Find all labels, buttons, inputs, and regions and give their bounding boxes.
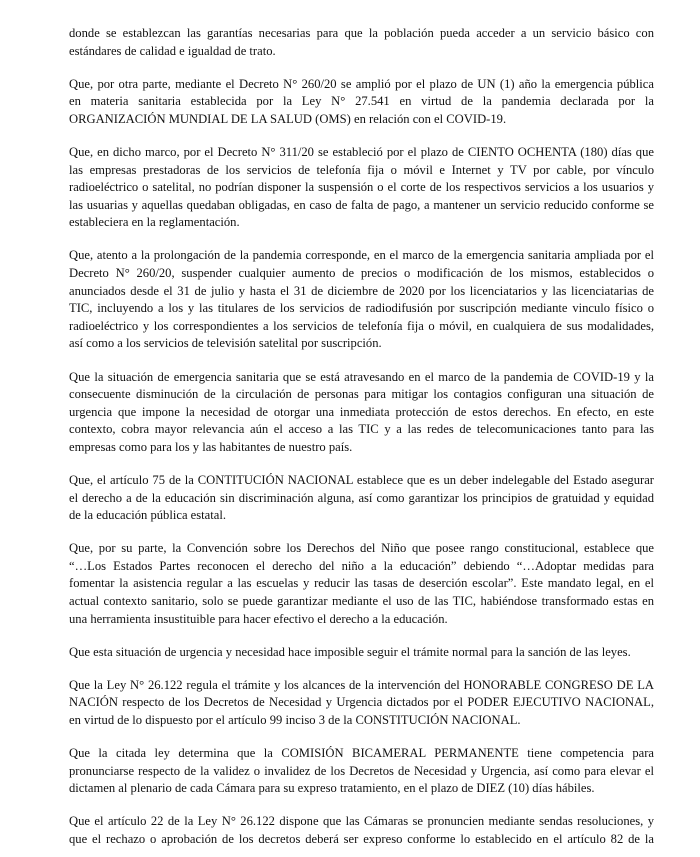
text-line: actual contexto sanitario, solo se puede garantizar mediante el uso de las TIC, habiéndose transformado estas en [69, 594, 654, 609]
text-line: NACIÓN respecto de los Decretos de Necesidad y Urgencia dictados por el PODER EJECUTIVO NACIONAL, [69, 695, 654, 710]
paragraph [69, 677, 654, 730]
text-line: las usuarias y aquellas quedaban obligadas, en caso de falta de pago, a mantener un servicio reducido conforme se [69, 197, 654, 212]
text-line: radioeléctrico o satelital, no podrían disponer la suspensión o el corte de los respectivos servicios a los usuarios y [69, 180, 654, 195]
text-line: consecuente disminución de la circulación de personas para mitigar los contagios configuran una situación de [69, 387, 654, 402]
text-line: Que, por su parte, la Convención sobre los Derechos del Niño que posee rango constitucional, establece que [69, 541, 654, 556]
paragraph [69, 745, 654, 798]
paragraph [69, 813, 654, 848]
text-line: ORGANIZACIÓN MUNDIAL DE LA SALUD (OMS) en relación con el COVID-19. [69, 111, 507, 126]
paragraph [69, 644, 654, 662]
text-line: las empresas prestadoras de los servicios de telefonía fija o móvil e Internet y TV por cable, por vínculo [69, 162, 654, 177]
text-line: una herramienta insustituible para hacer efectivo el derecho a la educación. [69, 611, 448, 626]
text-line: Que el artículo 22 de la Ley N° 26.122 dispone que las Cámaras se pronuncien mediante sendas resoluciones, y [69, 814, 654, 829]
text-line: empresas como para los y las habitantes de nuestro país. [69, 439, 353, 454]
text-line: Que, en dicho marco, por el Decreto N° 311/20 se estableció por el plazo de CIENTO OCHENTA (180) días que [69, 144, 654, 159]
text-line: así como a los servicios de televisión satelital por suscripción. [69, 336, 382, 351]
paragraph [69, 540, 654, 628]
text-line: contexto, cobra mayor relevancia aún el acceso a las TIC y a las redes de telecomunicaciones tanto para las [69, 422, 654, 437]
paragraph [69, 369, 654, 457]
text-line: de la educación pública estatal. [69, 508, 226, 523]
text-line: Que la citada ley determina que la COMISIÓN BICAMERAL PERMANENTE tiene competencia para [69, 746, 654, 761]
paragraph [69, 144, 654, 232]
text-line: radioeléctrico y los correspondientes a los servicios de telefonía fija o móvil, en cualquiera de sus modalidades, [69, 318, 654, 333]
text-line: en virtud de lo dispuesto por el artículo 99 inciso 3 de la CONSTITUCIÓN NACIONAL. [69, 713, 521, 727]
paragraph [69, 25, 654, 60]
text-line: el derecho a de la educación sin discriminación alguna, así como garantizar los principios de gratuidad y equidad [69, 490, 654, 505]
text-line: Que, el artículo 75 de la CONTITUCIÓN NACIONAL establece que es un deber indelegable del Estado asegurar [69, 472, 654, 487]
text-line: anunciados desde el 31 de julio y hasta el 31 de diciembre de 2020 por los licenciatarios y las licenciatarias de [69, 283, 654, 298]
text-line: donde se establezcan las garantías necesarias para que la población pueda acceder a un servicio básico con [69, 26, 654, 40]
text-line: Que esta situación de urgencia y necesidad hace imposible seguir el trámite normal para la sanción de las leyes. [69, 644, 631, 659]
text-line: “…Los Estados Partes reconocen el derecho del niño a la educación” debiendo “…Adoptar medidas para [69, 558, 654, 573]
text-line: Decreto N° 260/20, suspender cualquier aumento de precios o modificación de los mismos, establecidos o [69, 266, 654, 281]
text-line: Que la Ley N° 26.122 regula el trámite y los alcances de la intervención del HONORABLE CONGRESO DE LA [69, 677, 654, 692]
text-line: urgencia que impone la necesidad de otorgar una inmediata protección de estos derechos. En efecto, en este [69, 404, 654, 419]
text-line: Que, atento a la prolongación de la pandemia corresponde, en el marco de la emergencia sanitaria ampliada por el [69, 248, 654, 263]
text-line: fomentar la asistencia regular a las escuelas y reducir las tasas de deserción escolar”. Este mandato legal, en el [69, 576, 654, 591]
text-line: pronunciarse respecto de la validez o invalidez de los Decretos de Necesidad y Urgencia, así como para elevar el [69, 763, 654, 778]
paragraph [69, 472, 654, 525]
text-line: TIC, incluyendo a los y las titulares de los servicios de radiodifusión por suscripción mediante vinculo físico o [69, 301, 654, 316]
text-line: en materia sanitaria establecida por la Ley N° 27.541 en virtud de la pandemia declarada por la [69, 94, 654, 109]
text-line: dictamen al plenario de cada Cámara para su expreso tratamiento, en el plazo de DIEZ (10) días hábiles. [69, 781, 595, 796]
text-line: Que la situación de emergencia sanitaria que se está atravesando en el marco de la pandemia de COVID-19 y la [69, 369, 654, 384]
text-line: estableciera en la reglamentación. [69, 215, 240, 230]
text-line: estándares de calidad e igualdad de trato. [69, 43, 276, 58]
text-line: que el rechazo o aprobación de los decretos deberá ser expreso conforme lo establecido en el artículo 82 de la [69, 831, 654, 846]
text-line: Que, por otra parte, mediante el Decreto N° 260/20 se amplió por el plazo de UN (1) año la emergencia pública [69, 76, 654, 91]
paragraph [69, 247, 654, 353]
paragraph [69, 76, 654, 129]
